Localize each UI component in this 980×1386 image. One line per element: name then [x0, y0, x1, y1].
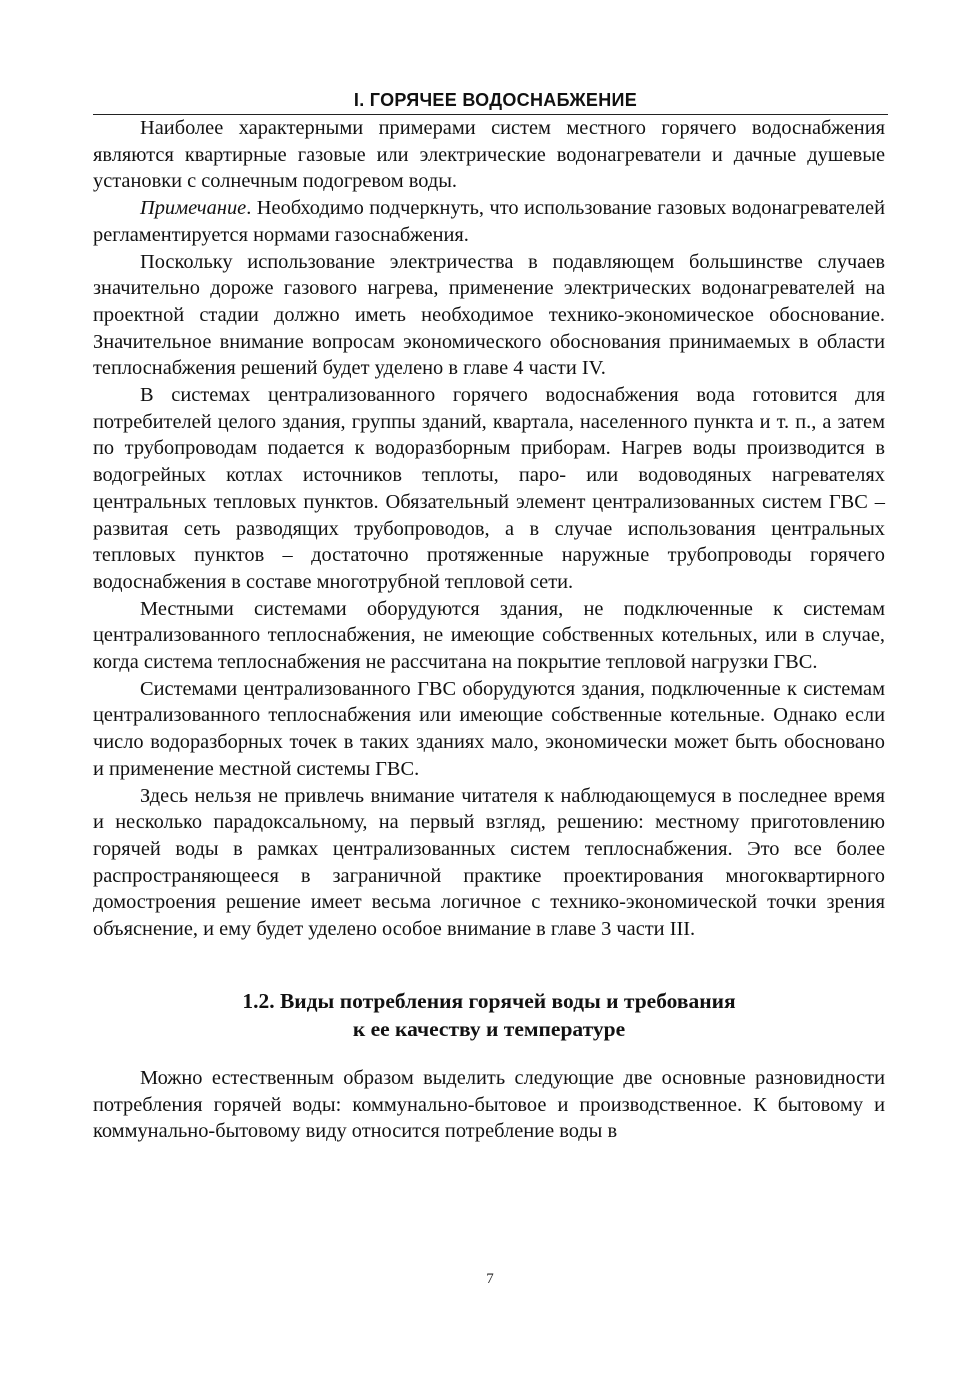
- page-number: 7: [486, 1271, 494, 1287]
- note-text: . Необходимо подчеркнуть, что использование газовых водонагревателей регламентируется нормами газоснабжения.: [93, 197, 885, 246]
- section-title-line-2: к ее качеству и температуре: [352, 1016, 626, 1041]
- paragraph-local-preparation: Здесь нельзя не привлечь внимание читателя к наблюдающемуся в последнее время и несколько парадоксальному, на первый взгляд, решению: местному приготовлению горячей воды в рамках централизованных систем теплоснабжения. Это все более распространяющееся в заграничной практике проектирования многоквартирного домостроения решение имеет весьма логичное с технико-экономической точки зрения объяснение, и ему будет уделено особое внимание в главе 3 части III.: [93, 784, 885, 941]
- running-head: I. ГОРЯЧЕЕ ВОДОСНАБЖЕНИЕ: [93, 88, 888, 115]
- section-title-line-1: 1.2. Виды потребления горячей воды и требования: [242, 988, 736, 1013]
- paragraph-note: [93, 195, 885, 248]
- paragraph-electric-heating: Поскольку использование электричества в подавляющем большинстве случаев значительно дороже газового нагрева, применение электрических водонагревателей на проектной стадии должно иметь необходимое технико-экономическое обоснование. Значительное внимание вопросам экономического обоснования принимаемых в области теплоснабжения решений будет уделено в главе 4 части IV.: [93, 250, 885, 380]
- paragraph-consumption-types: Можно естественным образом выделить следующие две основные разновидности потребления горячей воды: коммунально-бытовое и производственное. К бытовому и коммунально-бытовому виду относится потребление воды в: [93, 1066, 885, 1143]
- paragraph-local-systems-buildings: Местными системами оборудуются здания, не подключенные к системам централизованного теплоснабжения, не имеющие собственных котельных, или в случае, когда система теплоснабжения не рассчитана на покрытие тепловой нагрузки ГВС.: [93, 597, 885, 674]
- paragraph-centralized-systems: В системах централизованного горячего водоснабжения вода готовится для потребителей целого здания, группы зданий, квартала, населенного пункта и т. п., а затем по трубопроводам подается к водоразборным приборам. Нагрев воды производится в водогрейных котлах источников теплоты, паро- или водоводяных нагревателях центральных тепловых пунктов. Обязательный элемент централизованных систем ГВС – развитая сеть разводящих трубопроводов, а в случае использования центральных тепловых пунктов – достаточно протяженные наружные трубопроводы горячего водоснабжения в составе многотрубной тепловой сети.: [93, 384, 885, 593]
- paragraph-local-systems-examples: Наиболее характерными примерами систем местного горячего водоснабжения являются квартирные газовые или электрические водонагреватели и дачные душевые установки с солнечным подогревом воды.: [93, 117, 885, 193]
- note-label: Примечание: [140, 197, 247, 220]
- section-title: [93, 987, 885, 1043]
- paragraph-centralized-buildings: Системами централизованного ГВС оборудуются здания, подключенные к системам централизованного теплоснабжения или имеющие собственные котельные. Однако если число водоразборных точек в таких зданиях мало, экономически может быть обосновано и применение местной системы ГВС.: [93, 677, 885, 780]
- document-page: [93, 88, 885, 1145]
